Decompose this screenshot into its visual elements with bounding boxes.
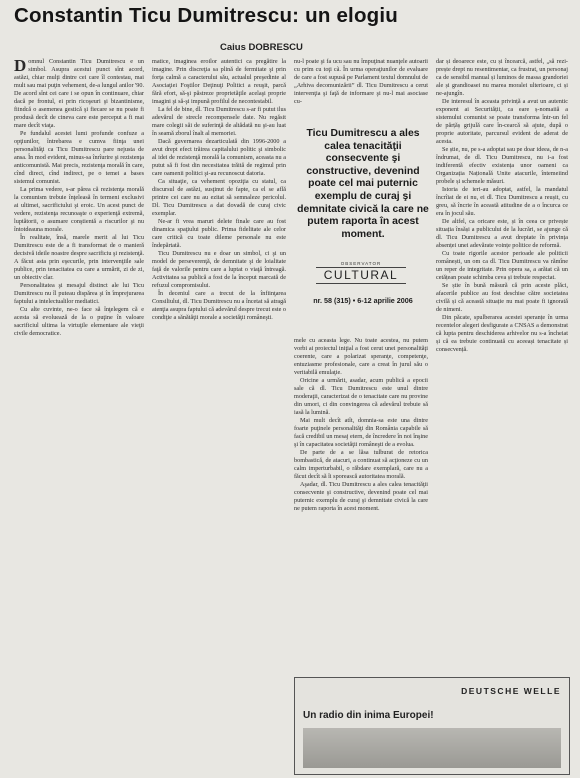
paragraph: Oricine a urmărit, asadar, acum publică a epocii sale că dl. Ticu Dumitrescu este unul dintre moderaţii, caracterizat de o tenacitate care nu provine din umori, ci din convingerea că adevărul trebuie să iasă la lumină. [294,377,428,416]
paragraph: Ticu Dumitrescu nu e doar un simbol, ci şi un model de perseverenţă, de demnitate şi de loialitate faţă de valorile pentru care a luptat o viaţă întreagă. Activitatea sa publică a fost de la început marcată de refuzul compromisului. [152,250,286,289]
paragraph: În realitate, însă, marele merit al lui Ticu Dumitrescu este de a fi transformat de o manieră decisivă ideile noastre despre sacrificiu şi rezistenţă. A făcut asta prin eşecurile, prin intervenţiile sale publice, prin tenacitatea cu care a urmărit, zi de zi, un obiectiv clar. [14,234,144,281]
paragraph: Dacă guvernarea dezarticulată din 1996-2000 a avut drept efect trăirea capitalului politic şi simbolic al idei de rezistenţă morală la comunism, aceasta nu a putut să fi fost din necesitatea trăită de regimul prin care oamenii politici şi-au recunoscut datoria. [152,138,286,177]
paragraph: La fel de bine, dl. Ticu Dumitrescu s-ar fi putut ilus adevărul de strecle recompensele date. Nu regăsit mare colegii săi de suferinţă de altădată nu şi-au luat în seamă zborul înalt al memoriei. [152,106,286,137]
logo-rule [316,283,406,284]
paragraph: În deceniul care a trecut de la înfiinţarea Consiliului, dl. Ticu Dumitrescu nu a încetat să atragă atenţia asupra faptului că adevărul despre trecut este o condiţie a sănătăţii morale a societăţii româneşti. [152,290,286,321]
paragraph: Cu alte cuvinte, ne-o face să înţelegem că e acesta să evoluează de la o puţine în valoare sacrificiul ultima la virtuţile elementare ale vieţii civile democratice. [14,306,144,337]
paragraph: matice, imaginea eroilor autentici ca pregătire la imagine. Prin discreţia sa plină de fermitate şi prin forţa calmă a caracterului său, actualul preşedinte al Asociaţiei Foştilor Deţinuţi Politici a reuşit, parcă fără efort, să-şi păstreze proprietăţile acelaşi proprie imagini şi să-şi impună profilul de necontestabil. [152,58,286,105]
paragraph: De interesul în aceasta privință a avut un autentic exponent ai Securității, ca eare ș-nomaiiă a sistemului comunist se poate transforma într-un fel de părțăș grijulă care în-cearcă să ajute, după o proprie autoritate, parcursul evident de aderat de acesta. [436,98,568,145]
logo-subtitle: OBSERVATOR [340,261,382,266]
paragraph: Se știe în bună măsură că prin aceste plăci, afacerile publice au fost deschise către societatea civilă și că această situație nu mai poate fi ignorată de nimeni. [436,282,568,313]
ad-brand: DEUTSCHE WELLE [461,686,561,696]
pull-quote: Ticu Dumitrescu a ales calea tenacităţii consecvente şi constructive, devenind poate cel mai puternic exemplu de curaj şi demnitate civică la care ne putem raporta în acest moment. [297,128,429,240]
paragraph: Pe fundalul acestei lumi profunde confuze a opţiunilor, întrebarea e cumva fiinţa unei personalităţi ca Ticu Dumitrescu pare nejusta de ansa. În mod evident, minus-sa înrîurire şi rezistenţa anticomunistă. Mai precis, rezistenţa morală în care, cînd direct, cînd indirect, pe o temei a bases sistemul comunist. [14,130,144,185]
article-headline: Constantin Ticu Dumitrescu: un elogiu [14,4,399,27]
paragraph: Ne-ar fi vrea maruri delete finale care au fost dinamica spaţiului public. Prima fidelitate ale celor care critică cu toate dileme personale nu este îndepărtată. [152,218,286,249]
paragraph: Cu toate rigorile acestor perioade ale politicii românești, un om ca dl. Ticu Dumitrescu va rămîne un reper de integritate. Prin opera sa, a arătat că un cetățean poate schimba ceva și trebuie respectat. [436,250,568,281]
paragraph: Personalitatea şi mesajul distinct ale lui Ticu Dumitrescu nu îl puteau dispărea şi în împrejurarea faptului a intelectualilor mediatici. [14,282,144,305]
article-byline: Caius DOBRESCU [220,42,303,53]
paragraph: Din păcate, spulberarea acestei speranțe în urma recentelor alegeri desfigurate a CNSAS a demonstrat că lupta pentru deschiderea arhivelor nu s-a încheiat și că ea trebuie continuată cu aceeași tenacitate și consecvență. [436,314,568,353]
logo-name: CULTURAL [323,268,399,282]
paragraph: Aşadar, dl. Ticu Dumitrescu a ales calea tenacităţii consecvente şi constructive, devenind poate cel mai puternic exemplu de curaj şi demnitate civică la care ne putem raporta în acest moment. [294,481,428,512]
drop-cap: D [14,58,27,75]
paragraph: De parte de a se lăsa tulburat de retorica bombastică, de atacuri, a continuat să acţioneze cu un calm imperturbabil, o răbdare exemplară, care nu a făcut decît să îi sporească autoritatea morală. [294,449,428,480]
paragraph: nu-l poate şi fa ucu sau nu împuţinat nuanţele autoarii cu prim cu toţi cã. În urma operaţiunilor de evaluare de care a fost supusă pe Parlament textul domnului de „Arhiva decomunizării” dl. Ticu Dumitrescu a cerut intervenţia şi faţă de informare şi nu-l mai asociase cu- [294,58,428,105]
paragraph: omnul Constantin Ticu Dumitrescu e un simbol. Asupra acestui punct sînt acord, astăzi, chiar mulţi dintre cei care îl contestau, mai mult sau mai puţin vehement, de-a lungul anilor '90. De acord sînt cei care i se opun în continuare, chiar dacă pe frontul, ei prin ricoşeuri şi bizantinisme, fiindcă o asemenea gestică şi fiecare se nu poate fi produsă decît de cineva care este perceput a fi mai mare decît viaţa. [14,58,144,129]
observator-cultural-logo [312,261,410,295]
paragraph: De altfel, ca oricare este, și în ceea ce privește situația însăși a publicului de la lucrări, se ajunge că dl. Ticu Dumitrescu a avut dreptate în privința absenței unei adevărate voințe politice de reformă. [436,218,568,249]
article-column-4 [436,58,568,770]
paragraph: Ca situaţie, ca vehement opoziţia cu statul, ca discursul de astăzi, susţinut de fapte, ca el se află printre cei care nu au ezitat să semnaleze pericolul. Dl. Ticu Dumitrescu a dat dovadă de curaj civic exemplar. [152,178,286,217]
paragraph: dar și deoarece este, cu și încearcă, astfel, „să rezi-prește drept nu resentimentar, ca frustrat, un personaj ca de sensibil manual și luminos de massa grandoriei ale și grandioasei nu marea moralei ulterioare, ci și ne-ajungîn. [436,58,568,97]
article-column-2 [152,58,286,770]
issue-info: nr. 58 (315) • 6-12 aprilie 2006 [313,296,413,305]
ad-photo [303,728,561,768]
paragraph: Se știe, nu, pe s-a adoptat sau pe doar ideea, de n-a îndrumat, de dl. Ticu Dumitrescu, nu i-a fost indiferentă efectiv existența unor oameni ca Organizația Națională Unite atacurile, întemeiind probele și schemele măsuri. [436,146,568,185]
paragraph: La prima vedere, s-ar părea că rezistenţa morală la comunism trebuie înţeleasă în termeni exclusivi ai ultimei, sacrificiului şi eroic. Un acest punct de vedere, rezistenţa recunoaşte o experienţă extremă, luptătorii, o asumare conştientă a riscurilor şi nu întotdeauna morale. [14,186,144,233]
article-column-3-bottom [294,337,428,675]
paragraph: Istoria de ieri-au adoptat, astfel, la mandatul încrîiat de ei nu, ei dl. Ticu Dumitrescu a reușit, cu greu, să încrie în această atitudine de a o încurca ce era în jocul său. [436,186,568,217]
article-column-3-top [294,58,428,124]
paragraph: Mai mult decît atît, domnia-sa este una dintre foarte puţinele personalităţi din România capabile să facă credibil un mesaj etern, de încredere în noi înşine şi în capacitatea societăţii româneşti de a evolua. [294,417,428,448]
ad-tagline: Un radio din inima Europei! [303,710,434,721]
article-column-1 [14,58,144,770]
deutsche-welle-advert [294,677,570,775]
paragraph: mele cu aceasta lege. Nu toate acestea, nu putem vorbi ai proiectul iniţial a fost cerut unei personalităţi coerente, care a polarizat speranţe, competenţe, entuziasme profesionale, care a creat în jurul său o veritabilă emulaţie. [294,337,428,376]
